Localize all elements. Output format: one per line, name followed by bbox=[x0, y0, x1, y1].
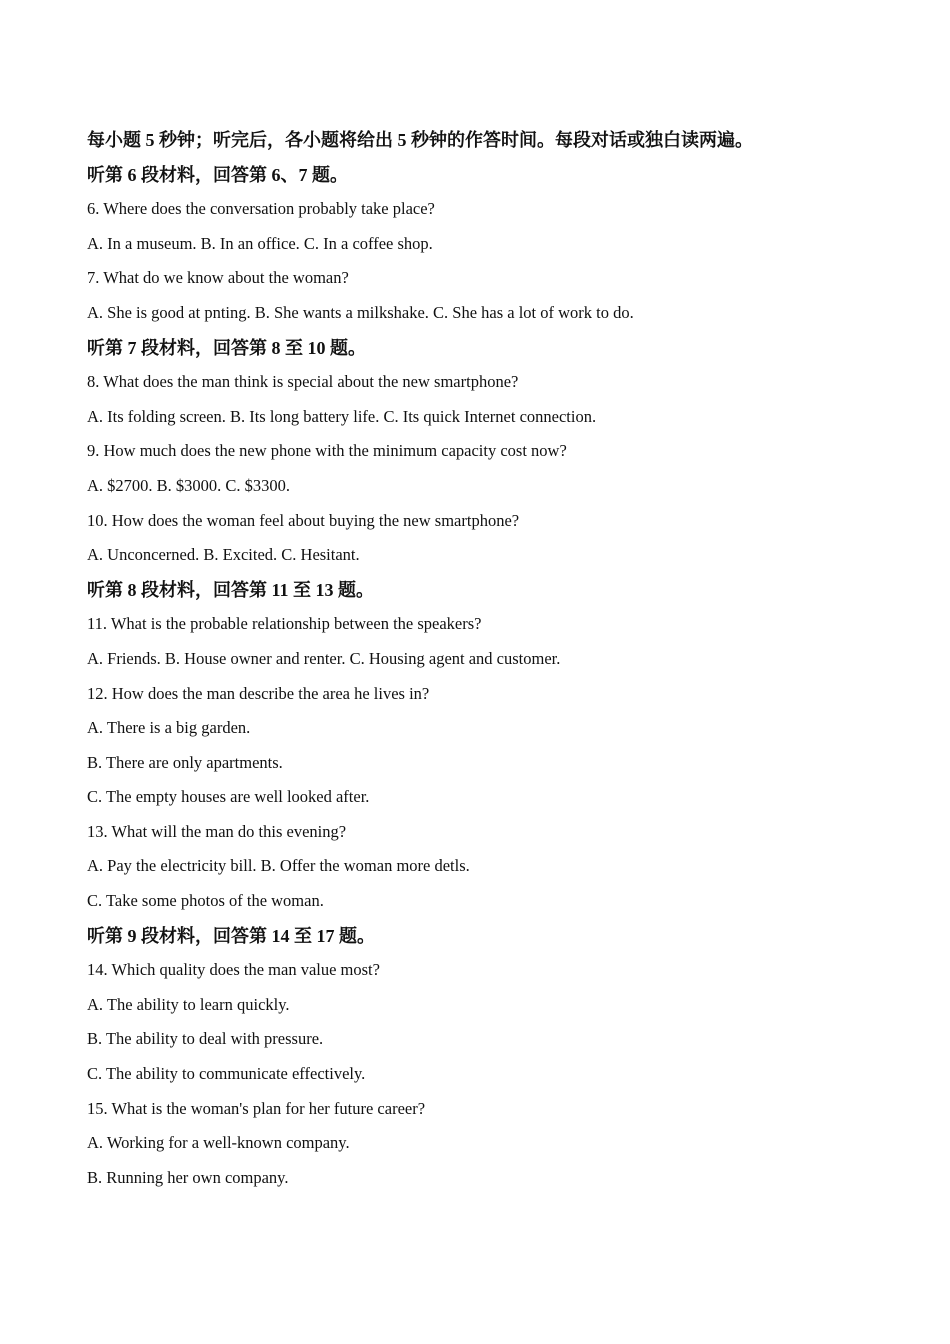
text-line: 14. Which quality does the man value most? bbox=[87, 960, 380, 980]
text-line: 10. How does the woman feel about buying the new smartphone? bbox=[87, 510, 520, 530]
document-page bbox=[87, 123, 887, 1195]
text-line: 7. What do we know about the woman? bbox=[87, 268, 349, 288]
text-line: B. There are only apartments. bbox=[87, 752, 283, 772]
text-line: B. The ability to deal with pressure. bbox=[87, 1029, 324, 1049]
section-heading: 听第 6 段材料，回答第 6、7 题。 bbox=[87, 164, 348, 185]
text-line: 11. What is the probable relationship between the speakers? bbox=[87, 614, 482, 634]
text-line: A. Friends. B. House owner and renter. C. Housing agent and customer. bbox=[87, 648, 561, 668]
text-line: C. The empty houses are well looked after. bbox=[87, 787, 370, 807]
text-line: A. There is a big garden. bbox=[87, 718, 251, 738]
text-line: 9. How much does the new phone with the minimum capacity cost now? bbox=[87, 441, 567, 461]
text-line: A. Pay the electricity bill. B. Offer the woman more detls. bbox=[87, 856, 470, 876]
text-line: A. In a museum. B. In an office. C. In a coffee shop. bbox=[87, 233, 433, 253]
section-heading: 听第 8 段材料，回答第 11 至 13 题。 bbox=[87, 579, 375, 600]
text-line: A. Its folding screen. B. Its long battery life. C. Its quick Internet connection. bbox=[87, 406, 597, 426]
text-line: 13. What will the man do this evening? bbox=[87, 821, 347, 841]
text-line: 12. How does the man describe the area he lives in? bbox=[87, 683, 430, 703]
text-line: 15. What is the woman's plan for her future career? bbox=[87, 1098, 426, 1118]
text-line: A. She is good at pnting. B. She wants a milkshake. C. She has a lot of work to do. bbox=[87, 302, 634, 322]
text-line: C. Take some photos of the woman. bbox=[87, 891, 324, 911]
section-heading: 听第 9 段材料，回答第 14 至 17 题。 bbox=[87, 925, 375, 946]
text-line: 6. Where does the conversation probably take place? bbox=[87, 199, 435, 219]
section-heading: 每小题 5 秒钟；听完后，各小题将给出 5 秒钟的作答时间。每段对话或独白读两遍。 bbox=[87, 130, 753, 150]
text-line: 8. What does the man think is special about the new smartphone? bbox=[87, 372, 519, 392]
text-line: A. The ability to learn quickly. bbox=[87, 994, 290, 1014]
text-line: A. Working for a well-known company. bbox=[87, 1133, 350, 1153]
text-line: C. The ability to communicate effectively. bbox=[87, 1064, 366, 1084]
section-heading: 听第 7 段材料，回答第 8 至 10 题。 bbox=[87, 337, 366, 358]
text-line: A. Unconcerned. B. Excited. C. Hesitant. bbox=[87, 545, 360, 565]
text-line: A. $2700. B. $3000. C. $3300. bbox=[87, 475, 291, 495]
text-line: B. Running her own company. bbox=[87, 1167, 289, 1187]
